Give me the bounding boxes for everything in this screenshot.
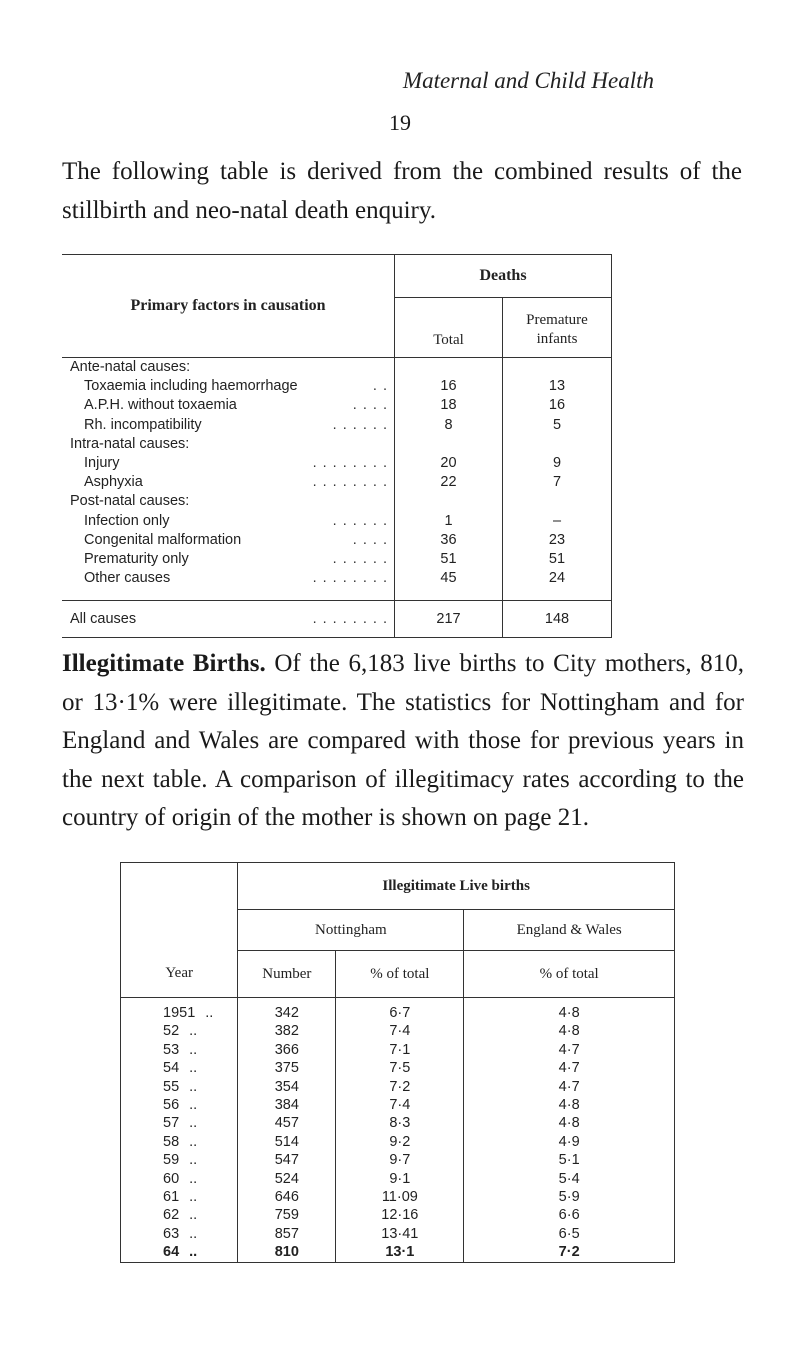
illegitimacy-table-body — [121, 998, 675, 1263]
header-number: Number — [238, 951, 336, 998]
header-nottingham: Nottingham — [238, 910, 464, 951]
number-cell: 366 — [238, 1041, 336, 1059]
cause-label — [84, 550, 394, 569]
year-cell — [121, 1059, 238, 1077]
year-cell — [121, 1206, 238, 1224]
number-cell: 646 — [238, 1188, 336, 1206]
cause-label — [84, 454, 394, 473]
leader-dots: .. — [189, 1244, 198, 1261]
intro-paragraph: The following table is derived from the combined results of the stillbirth and neo-natal death enquiry. — [62, 158, 742, 224]
cause-name: Congenital malformation — [84, 531, 242, 548]
table-row — [121, 1206, 675, 1224]
table-row — [62, 435, 612, 454]
premature-cell — [503, 435, 612, 454]
table-row — [62, 377, 612, 396]
pct-england-wales-cell — [464, 1151, 675, 1169]
cause-name: Intra-natal causes: — [70, 435, 190, 452]
cause-label-cell — [62, 416, 395, 435]
total-name: All causes — [70, 611, 137, 628]
year-cell — [121, 1133, 238, 1151]
pct-england-wales-cell — [464, 998, 675, 1023]
table-row — [62, 454, 612, 473]
cause-label-cell — [62, 377, 395, 396]
leader-dots: .. — [189, 1041, 198, 1058]
year-cell — [121, 1096, 238, 1114]
total-cell: 8 — [395, 416, 503, 435]
cause-label-cell — [62, 492, 395, 511]
total-cell: 20 — [395, 454, 503, 473]
spacer-row — [62, 588, 612, 601]
pct-nottingham-cell: 7·1 — [336, 1041, 464, 1059]
year-cell — [121, 1170, 238, 1188]
year-cell — [121, 1114, 238, 1132]
leader-dots: .. — [189, 1207, 198, 1224]
page-number: 19 — [389, 110, 411, 135]
year-value: 58 — [163, 1133, 180, 1150]
total-cell: 45 — [395, 569, 503, 588]
pct-nottingham-cell: 9·7 — [336, 1151, 464, 1169]
year-value: 53 — [163, 1041, 180, 1058]
pct-england-wales-cell — [464, 1206, 675, 1224]
cause-name: Other causes — [84, 570, 171, 587]
pct-nottingham-cell: 13·1 — [336, 1243, 464, 1262]
table-row — [62, 569, 612, 588]
table-row — [121, 1170, 675, 1188]
pct-england-wales-value: 4·7 — [558, 1078, 580, 1095]
pct-england-wales-cell — [464, 1096, 675, 1114]
table-row — [62, 531, 612, 550]
number-cell: 547 — [238, 1151, 336, 1169]
table-row — [121, 1041, 675, 1059]
cause-name: Prematurity only — [84, 551, 189, 568]
cause-label — [84, 531, 394, 550]
leader-dots: .. — [189, 1133, 198, 1150]
cause-name: Injury — [84, 455, 120, 472]
pct-england-wales-cell — [464, 1041, 675, 1059]
pct-nottingham-cell: 12·16 — [336, 1206, 464, 1224]
pct-nottingham-cell: 9·2 — [336, 1133, 464, 1151]
cause-label-cell — [62, 473, 395, 492]
year-cell — [121, 1151, 238, 1169]
cause-label-cell — [62, 396, 395, 415]
table-row — [121, 1022, 675, 1040]
pct-nottingham-cell: 9·1 — [336, 1170, 464, 1188]
header-blank — [121, 863, 238, 951]
pct-nottingham-cell: 7·2 — [336, 1078, 464, 1096]
cause-label — [84, 416, 394, 435]
header-primary-factors: Primary factors in causation — [62, 255, 395, 358]
cause-label-cell — [62, 454, 395, 473]
table-row — [62, 492, 612, 511]
leader-dots: .. — [189, 1097, 198, 1114]
table-row — [121, 1078, 675, 1096]
number-cell: 354 — [238, 1078, 336, 1096]
premature-cell — [503, 358, 612, 378]
pct-england-wales-value: 7·2 — [558, 1244, 580, 1261]
leader-dots: . . — [372, 378, 388, 395]
cause-label — [84, 569, 394, 588]
year-value: 63 — [163, 1225, 180, 1242]
illegitimate-births-paragraph — [62, 645, 744, 838]
year-value: 62 — [163, 1207, 180, 1224]
cause-name: Toxaemia including haemorrhage — [84, 378, 298, 395]
leader-dots: . . . . — [352, 397, 388, 414]
pct-nottingham-cell: 7·4 — [336, 1096, 464, 1114]
header-pct-england-wales: % of total — [464, 951, 675, 998]
leader-dots: .. — [189, 1060, 198, 1077]
running-head: Maternal and Child Health — [402, 68, 654, 93]
cause-label — [70, 358, 394, 377]
header-england-wales: England & Wales — [464, 910, 675, 951]
year-value: 1951 — [163, 1005, 196, 1021]
pct-england-wales-cell — [464, 1078, 675, 1096]
leader-dots: .. — [189, 1023, 198, 1040]
number-cell: 857 — [238, 1225, 336, 1243]
total-cell — [395, 435, 503, 454]
pct-england-wales-cell — [464, 1170, 675, 1188]
spacer-cell — [395, 588, 503, 601]
leader-dots: . . . . . . — [332, 416, 388, 433]
pct-england-wales-value: 5·4 — [558, 1170, 580, 1187]
year-cell — [121, 1188, 238, 1206]
total-cell: 36 — [395, 531, 503, 550]
pct-nottingham-cell: 6·7 — [336, 998, 464, 1023]
pct-england-wales-cell — [464, 1133, 675, 1151]
total-cell: 16 — [395, 377, 503, 396]
header-pct-nottingham: % of total — [336, 951, 464, 998]
table-row — [62, 358, 612, 378]
premature-cell — [503, 492, 612, 511]
table-row — [121, 1114, 675, 1132]
total-cell: 51 — [395, 550, 503, 569]
pct-nottingham-cell: 8·3 — [336, 1114, 464, 1132]
pct-england-wales-value: 4·8 — [558, 1023, 580, 1040]
table-row — [121, 1133, 675, 1151]
cause-label-cell — [62, 531, 395, 550]
section-heading: Illegitimate Births. — [62, 650, 266, 677]
table-row — [121, 1059, 675, 1077]
year-cell — [121, 1022, 238, 1040]
total-all-cell: 217 — [395, 601, 503, 638]
paragraph-body: Of the 6,183 live births to City mothers, 810, or 13·1% were illegitimate. The statistics for Nottingham and for England and Wales are compared with those for previous years in the next table. A comparison of illegitimacy rates according to the country of origin of the mother is shown on page 21. — [62, 650, 744, 831]
premature-cell: 23 — [503, 531, 612, 550]
table-row — [62, 396, 612, 415]
cause-label — [70, 492, 394, 511]
cause-name: Ante-natal causes: — [70, 359, 191, 375]
total-cell: 18 — [395, 396, 503, 415]
table-row — [121, 1096, 675, 1114]
cause-label-cell — [62, 550, 395, 569]
cause-label — [84, 377, 394, 396]
premature-cell: 9 — [503, 454, 612, 473]
pct-england-wales-cell — [464, 1188, 675, 1206]
premature-cell: 24 — [503, 569, 612, 588]
cause-label — [84, 396, 394, 415]
table-row — [62, 473, 612, 492]
causation-table — [62, 254, 612, 638]
table-row — [121, 998, 675, 1023]
year-value: 60 — [163, 1170, 180, 1187]
cause-name: A.P.H. without toxaemia — [84, 397, 237, 414]
table-row — [121, 1225, 675, 1243]
premature-all-cell: 148 — [503, 601, 612, 638]
cause-name: Post-natal causes: — [70, 493, 190, 510]
pct-england-wales-value: 6·6 — [558, 1207, 580, 1224]
total-cell: 22 — [395, 473, 503, 492]
cause-label — [84, 473, 394, 492]
premature-cell: – — [503, 512, 612, 531]
pct-england-wales-value: 4·7 — [558, 1041, 580, 1058]
leader-dots: . . . . . . — [332, 551, 388, 568]
causation-table-body — [62, 358, 612, 638]
year-cell — [121, 1078, 238, 1096]
number-cell: 375 — [238, 1059, 336, 1077]
number-cell: 384 — [238, 1096, 336, 1114]
premature-cell: 5 — [503, 416, 612, 435]
total-cell: 1 — [395, 512, 503, 531]
leader-dots: .. — [189, 1152, 198, 1169]
pct-england-wales-value: 5·1 — [558, 1152, 580, 1169]
leader-dots: . . . . . . . . — [312, 570, 388, 587]
table-row — [121, 1151, 675, 1169]
leader-dots: .. — [189, 1115, 198, 1132]
pct-nottingham-cell: 13·41 — [336, 1225, 464, 1243]
year-value: 55 — [163, 1078, 180, 1095]
cause-label — [70, 435, 394, 454]
leader-dots: . . . . . . . . — [312, 611, 388, 628]
number-cell: 810 — [238, 1243, 336, 1262]
year-value: 52 — [163, 1023, 180, 1040]
table-row — [62, 550, 612, 569]
cause-name: Infection only — [84, 512, 170, 529]
year-cell — [121, 998, 238, 1023]
leader-dots: . . . . . . — [332, 512, 388, 529]
leader-dots: .. — [189, 1225, 198, 1242]
pct-nottingham-cell: 7·4 — [336, 1022, 464, 1040]
leader-dots: . . . . . . . . — [312, 474, 388, 491]
leader-dots: .. — [205, 1005, 214, 1021]
cause-label-cell — [62, 569, 395, 588]
leader-dots: .. — [189, 1189, 198, 1206]
pct-england-wales-cell — [464, 1225, 675, 1243]
pct-england-wales-value: 4·8 — [558, 1097, 580, 1114]
premature-cell: 51 — [503, 550, 612, 569]
year-value: 54 — [163, 1060, 180, 1077]
year-value: 61 — [163, 1189, 180, 1206]
year-cell — [121, 1041, 238, 1059]
year-value: 64 — [163, 1244, 180, 1261]
total-cell — [395, 492, 503, 511]
leader-dots: .. — [189, 1078, 198, 1095]
table-row — [121, 1243, 675, 1262]
number-cell: 759 — [238, 1206, 336, 1224]
number-cell: 342 — [238, 998, 336, 1023]
header-illegitimate-live-births: Illegitimate Live births — [238, 863, 675, 910]
year-cell — [121, 1225, 238, 1243]
pct-england-wales-value: 4·8 — [558, 1115, 580, 1132]
cause-label-cell — [62, 358, 395, 378]
pct-england-wales-value: 4·7 — [558, 1060, 580, 1077]
pct-england-wales-value: 5·9 — [558, 1189, 580, 1206]
spacer-cell — [62, 588, 395, 601]
number-cell: 457 — [238, 1114, 336, 1132]
total-label — [70, 601, 394, 637]
table-row — [62, 512, 612, 531]
leader-dots: .. — [189, 1170, 198, 1187]
year-cell — [121, 1243, 238, 1262]
pct-england-wales-cell — [464, 1114, 675, 1132]
illegitimacy-table — [120, 862, 675, 1263]
pct-nottingham-cell: 7·5 — [336, 1059, 464, 1077]
cause-label — [84, 512, 394, 531]
leader-dots: . . . . . . . . — [312, 455, 388, 472]
cause-label-cell — [62, 435, 395, 454]
header-total: Total — [395, 298, 503, 358]
number-cell: 382 — [238, 1022, 336, 1040]
year-value: 59 — [163, 1152, 180, 1169]
cause-name: Rh. incompatibility — [84, 416, 202, 433]
header-year: Year — [121, 951, 238, 998]
total-cell — [395, 358, 503, 378]
number-cell: 524 — [238, 1170, 336, 1188]
spacer-cell — [503, 588, 612, 601]
pct-england-wales-cell — [464, 1059, 675, 1077]
header-deaths: Deaths — [395, 255, 612, 298]
pct-nottingham-cell: 11·09 — [336, 1188, 464, 1206]
total-row — [62, 601, 612, 638]
premature-cell: 16 — [503, 396, 612, 415]
number-cell: 514 — [238, 1133, 336, 1151]
year-value: 57 — [163, 1115, 180, 1132]
pct-england-wales-value: 4·8 — [558, 1005, 580, 1021]
leader-dots: . . . . — [352, 531, 388, 548]
pct-england-wales-value: 6·5 — [558, 1225, 580, 1242]
cause-label-cell — [62, 512, 395, 531]
header-premature: Premature infants — [503, 298, 612, 358]
pct-england-wales-cell — [464, 1243, 675, 1262]
cause-name: Asphyxia — [84, 474, 143, 491]
year-value: 56 — [163, 1097, 180, 1114]
pct-england-wales-cell — [464, 1022, 675, 1040]
pct-england-wales-value: 4·9 — [558, 1133, 580, 1150]
premature-cell: 7 — [503, 473, 612, 492]
total-label-cell — [62, 601, 395, 638]
table-row — [121, 1188, 675, 1206]
table-row — [62, 416, 612, 435]
premature-cell: 13 — [503, 377, 612, 396]
